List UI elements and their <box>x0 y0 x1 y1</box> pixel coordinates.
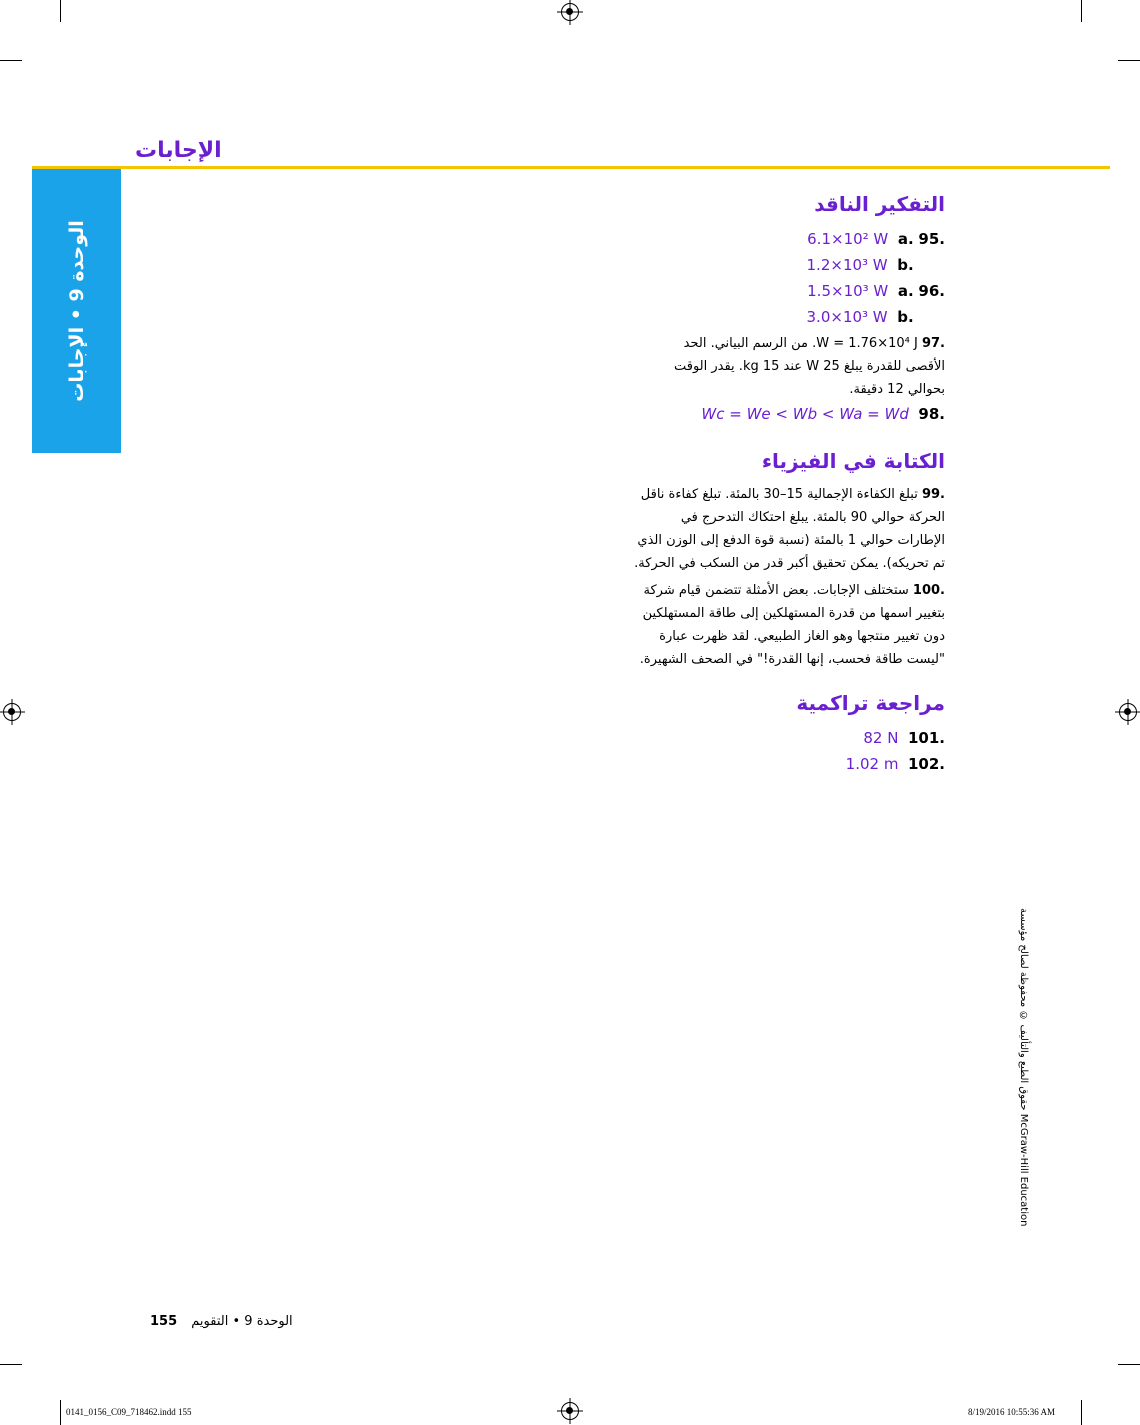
answer-98 <box>520 401 945 427</box>
answer-95a <box>520 226 945 252</box>
section-title-critical-thinking: التفكير الناقد <box>814 192 945 216</box>
page-footer <box>150 1314 293 1329</box>
page-number: 155 <box>150 1314 178 1329</box>
answer-line: الحركة حوالي 90 بالمئة. يبلغ احتكاك التدحرج في <box>680 510 945 525</box>
answer-line: W = 1.76×10⁴ J. من الرسم البياني. الحد <box>683 336 918 351</box>
answer-100 <box>520 579 945 671</box>
answer-line: ستختلف الإجابات. بعض الأمثلة تتضمن قيام شركة <box>643 583 909 598</box>
answer-line: تبلغ الكفاءة الإجمالية 15–30 بالمئة. تبلغ كفاءة ناقل <box>640 487 918 502</box>
side-tab <box>32 169 121 453</box>
answer-line: دون تغيير منتجها وهو الغاز الطبيعي. لقد ظهرت عبارة <box>659 629 945 644</box>
question-number: .102 <box>907 755 945 773</box>
answer-line: بتغيير اسمها من قدرة المستهلكين إلى طاقة المستهلكين <box>642 606 945 621</box>
question-number: .101 <box>907 729 945 747</box>
question-number: .100 <box>912 583 945 598</box>
crop-mark <box>0 60 22 61</box>
answer-value: 6.1×10² W <box>807 230 889 248</box>
registration-mark-icon <box>561 3 579 21</box>
answer-value: 1.2×10³ W <box>806 256 888 274</box>
print-timestamp: 8/19/2016 10:55:36 AM <box>968 1407 1056 1417</box>
part-label: .a <box>897 230 914 248</box>
answer-value: 1.5×10³ W <box>807 282 889 300</box>
answer-96a <box>520 278 945 304</box>
page-title: الإجابات <box>135 138 222 163</box>
registration-mark-icon <box>561 1402 579 1420</box>
answer-line: "ليست طاقة فحسب، إنها القدرة!" في الصحف الشهيرة. <box>639 652 945 667</box>
file-slug: 0141_0156_C09_718462.indd 155 <box>66 1407 192 1417</box>
registration-mark-icon <box>1119 703 1137 721</box>
answer-line: بحوالي 12 دقيقة. <box>849 382 945 397</box>
answer-97 <box>520 332 945 401</box>
answer-value: Wc = We < Wb < Wa = Wd <box>701 405 909 423</box>
crop-mark <box>60 1400 61 1425</box>
answer-101 <box>520 725 945 751</box>
answer-value: 1.02 m <box>845 755 899 773</box>
answer-value: 3.0×10³ W <box>806 308 888 326</box>
answer-102 <box>520 751 945 777</box>
registration-mark-icon <box>3 703 21 721</box>
answer-line: الأقصى للقدرة يبلغ 25 W عند 15 kg. يقدر الوقت <box>673 359 945 374</box>
section-title-cumulative-review: مراجعة تراكمية <box>796 691 945 715</box>
answer-96b <box>520 304 945 330</box>
answer-line: تم تحريكه). يمكن تحقيق أكبر قدر من السكب في الحركة. <box>634 556 945 571</box>
crop-mark <box>1081 0 1082 22</box>
side-tab-label: الوحدة 9 • الإجابات <box>65 220 88 402</box>
part-label: .b <box>897 256 914 274</box>
part-label: .a <box>897 282 914 300</box>
crop-mark <box>1081 1400 1082 1425</box>
copyright-text: حقوق الطبع والتأليف © محفوظة لصالح مؤسسة McGraw-Hill Education <box>1018 908 1029 1227</box>
answer-99 <box>520 483 945 575</box>
crop-mark <box>1118 1364 1140 1365</box>
question-number: .99 <box>921 487 945 502</box>
unit-label: الوحدة 9 • التقويم <box>191 1314 293 1329</box>
crop-mark <box>60 0 61 22</box>
copyright-note <box>1018 908 1038 1258</box>
question-number: .97 <box>921 336 945 351</box>
section-title-writing: الكتابة في الفيزياء <box>761 449 945 473</box>
crop-mark <box>0 1364 22 1365</box>
question-number: .95 <box>918 230 945 248</box>
question-number: .96 <box>918 282 945 300</box>
header-rule <box>32 166 1110 169</box>
answer-95b <box>520 252 945 278</box>
part-label: .b <box>897 308 914 326</box>
question-number: .98 <box>918 405 945 423</box>
crop-mark <box>1118 60 1140 61</box>
answers-content <box>520 192 945 777</box>
answer-line: الإطارات حوالي 1 بالمئة (نسبة قوة الدفع إلى الوزن الذي <box>637 533 945 548</box>
answer-value: 82 N <box>863 729 899 747</box>
